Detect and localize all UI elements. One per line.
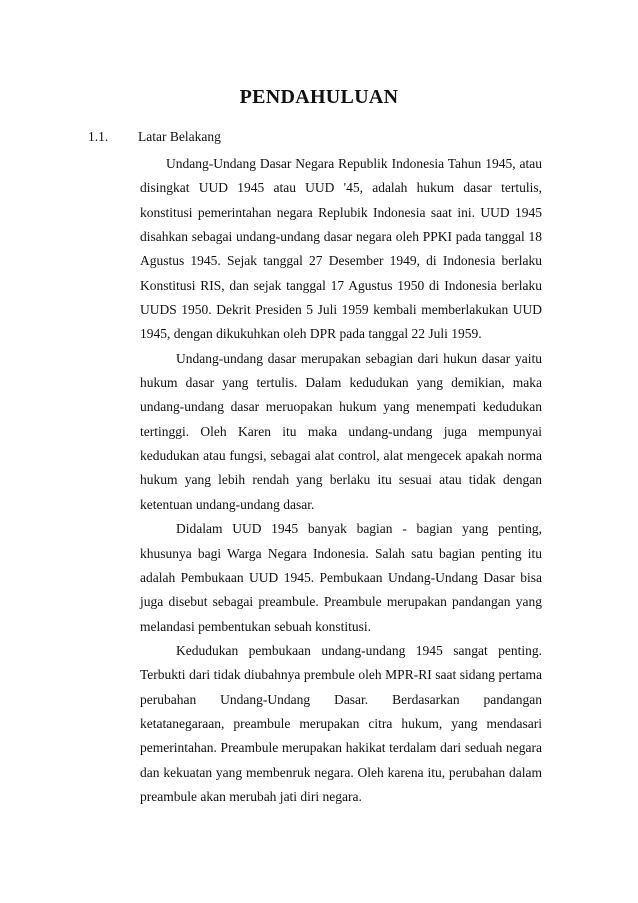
section-body [140, 152, 542, 809]
section-title: Latar Belakang [138, 129, 221, 144]
paragraph-4: Kedudukan pembukaan undang-undang 1945 sangat penting. Terbukti dari tidak diubahnya prembule oleh MPR-RI saat sidang pertama perubahan Undang-Undang Dasar. Berdasarkan pandangan ketatanegaraan, preambule merupakan citra hukum, yang mendasari pemerintahan. Preambule merupakan hakikat terdalam dari seduah negara dan kekuatan yang membenruk negara. Oleh karena itu, perubahan dalam preambule akan merubah jati diri negara. [140, 642, 542, 804]
section-heading [88, 129, 221, 145]
section-number: 1.1. [88, 129, 109, 144]
page-title: PENDAHULUAN [239, 86, 399, 108]
paragraph-2: Undang-undang dasar merupakan sebagian dari hukun dasar yaitu hukum dasar yang tertulis. Dalam kedudukan yang demikian, maka undang-undang dasar meruopakan hukum yang menempati kedudukan tertinggi. Oleh Karen itu maka undang-undang juga mempunyai kedudukan atau fungsi, sebagai alat control, alat mengecek apakah norma hukum yang lebih rendah yang berlaku itu sesuai atau tidak dengan ketentuan undang-undang dasar. [140, 350, 542, 512]
paragraph-3: Didalam UUD 1945 banyak bagian - bagian yang penting, khusunya bagi Warga Negara Indonesia. Salah satu bagian penting itu adalah Pembukaan UUD 1945. Pembukaan Undang-Undang Dasar bisa juga disebut sebagai preambule. Preambule merupakan pandangan yang melandasi pembentukan sebuah konstitusi. [140, 521, 542, 634]
paragraph-1: Undang-Undang Dasar Negara Republik Indonesia Tahun 1945, atau disingkat UUD 1945 atau UUD '45, adalah hukum dasar tertulis, konstitusi pemerintahan negara Replubik Indonesia saat ini. UUD 1945 disahkan sebagai undang-undang dasar negara oleh PPKI pada tanggal 18 Agustus 1945. Sejak tanggal 27 Desember 1949, di Indonesia berlaku Konstitusi RIS, dan sejak tanggal 17 Agustus 1950 di Indonesia berlaku UUDS 1950. Dekrit Presiden 5 Juli 1959 kembali memberlakukan UUD 1945, dengan dikukuhkan oleh DPR pada tanggal 22 Juli 1959. [140, 156, 542, 342]
